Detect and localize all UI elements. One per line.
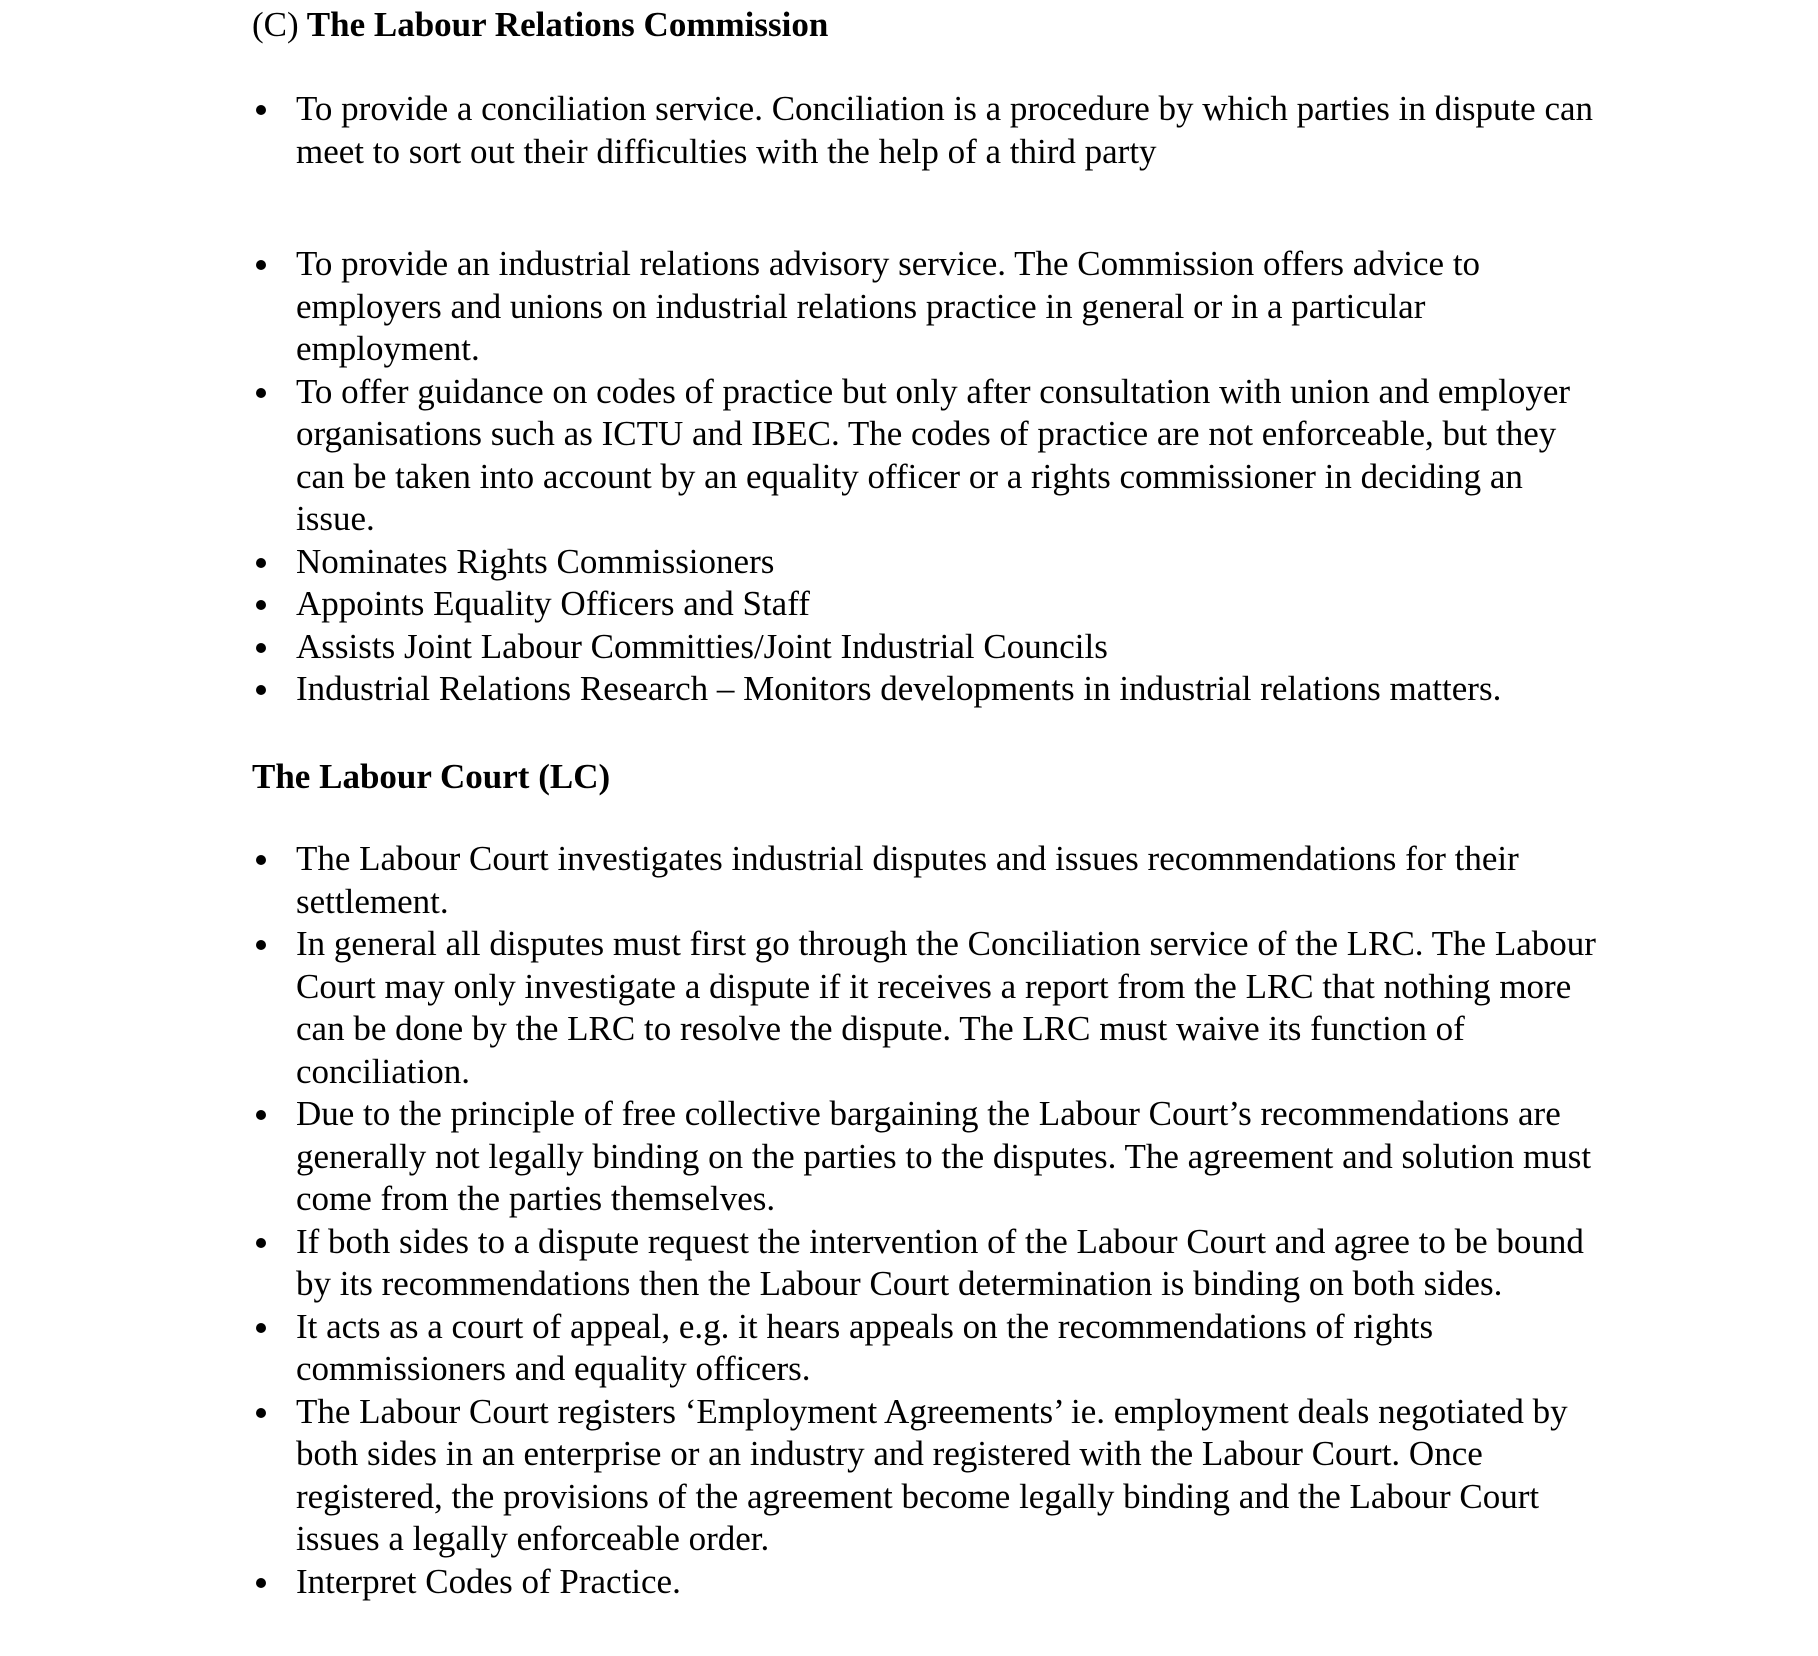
bullet-icon (256, 1408, 266, 1418)
list-item-text: If both sides to a dispute request the intervention of the Labour Court and agree to be bound by its recommendations then the Labour Court determination is binding on both sides. (296, 1221, 1584, 1303)
section-lc-heading (252, 756, 610, 798)
list-gap (0, 173, 1818, 243)
list-item-text: In general all disputes must first go through the Conciliation service of the LRC. The Labour Court may only investigate a dispute if it receives a report from the LRC that nothing more can be done by the LRC to resolve the dispute. The LRC must waive its function of conciliation. (296, 924, 1596, 1091)
list-item (0, 541, 1606, 584)
bullet-icon (256, 643, 266, 653)
section-c-title: The Labour Relations Commission (306, 5, 829, 44)
section-c-list (0, 88, 1818, 711)
section-c-heading (252, 4, 828, 46)
list-item (0, 371, 1606, 541)
list-item (0, 243, 1606, 371)
list-item-text: Interpret Codes of Practice. (296, 1561, 681, 1601)
list-item (0, 88, 1606, 173)
list-item-text: To provide a conciliation service. Conciliation is a procedure by which parties in dispute can meet to sort out their difficulties with the help of a third party (296, 89, 1594, 171)
list-item (0, 1306, 1606, 1391)
bullet-icon (256, 600, 266, 610)
section-lc-list (0, 838, 1818, 1603)
list-item-text: Assists Joint Labour Committies/Joint Industrial Councils (296, 626, 1108, 666)
bullet-icon (256, 685, 266, 695)
list-item-text: Industrial Relations Research – Monitors developments in industrial relations matters. (296, 669, 1502, 708)
list-item (0, 1221, 1606, 1306)
bullet-icon (256, 1238, 266, 1248)
list-item (0, 1093, 1606, 1221)
list-item-text: Due to the principle of free collective bargaining the Labour Court’s recommendations are generally not legally binding on the parties to the disputes. The agreement and solution must come from the parties themselves. (296, 1094, 1592, 1218)
bullet-icon (256, 105, 266, 115)
list-item (0, 1391, 1606, 1561)
list-item-text: Nominates Rights Commissioners (296, 541, 775, 581)
list-item-text: It acts as a court of appeal, e.g. it hears appeals on the recommendations of rights commissioners and equality officers. (296, 1306, 1434, 1388)
bullet-icon (256, 1323, 266, 1333)
bullet-icon (256, 940, 266, 950)
list-item-text: Appoints Equality Officers and Staff (296, 584, 810, 623)
section-c-prefix: (C) (252, 5, 299, 44)
list-item (0, 838, 1606, 923)
bullet-icon (256, 1110, 266, 1120)
list-item (0, 923, 1606, 1093)
list-item (0, 626, 1606, 669)
list-item (0, 668, 1606, 711)
bullet-icon (256, 855, 266, 865)
bullet-icon (256, 260, 266, 270)
bullet-icon (256, 1578, 266, 1588)
list-item (0, 1561, 1606, 1604)
section-lc-title: The Labour Court (LC) (252, 757, 611, 796)
list-item-text: The Labour Court investigates industrial disputes and issues recommendations for their settlement. (296, 839, 1519, 921)
list-item (0, 583, 1606, 626)
list-item-text: To offer guidance on codes of practice but only after consultation with union and employer organisations such as ICTU and IBEC. The codes of practice are not enforceable, but they can be taken into account by an equality officer or a rights commissioner in deciding an issue. (296, 371, 1571, 538)
bullet-icon (256, 388, 266, 398)
bullet-icon (256, 558, 266, 568)
list-item-text: To provide an industrial relations advisory service. The Commission offers advice to employers and unions on industrial relations practice in general or in a particular employment. (296, 244, 1481, 368)
list-item-text: The Labour Court registers ‘Employment Agreements’ ie. employment deals negotiated by both sides in an enterprise or an industry and registered with the Labour Court. Once registered, the provisions of the agreement become legally binding and the Labour Court issues a legally enforceable order. (296, 1391, 1568, 1558)
